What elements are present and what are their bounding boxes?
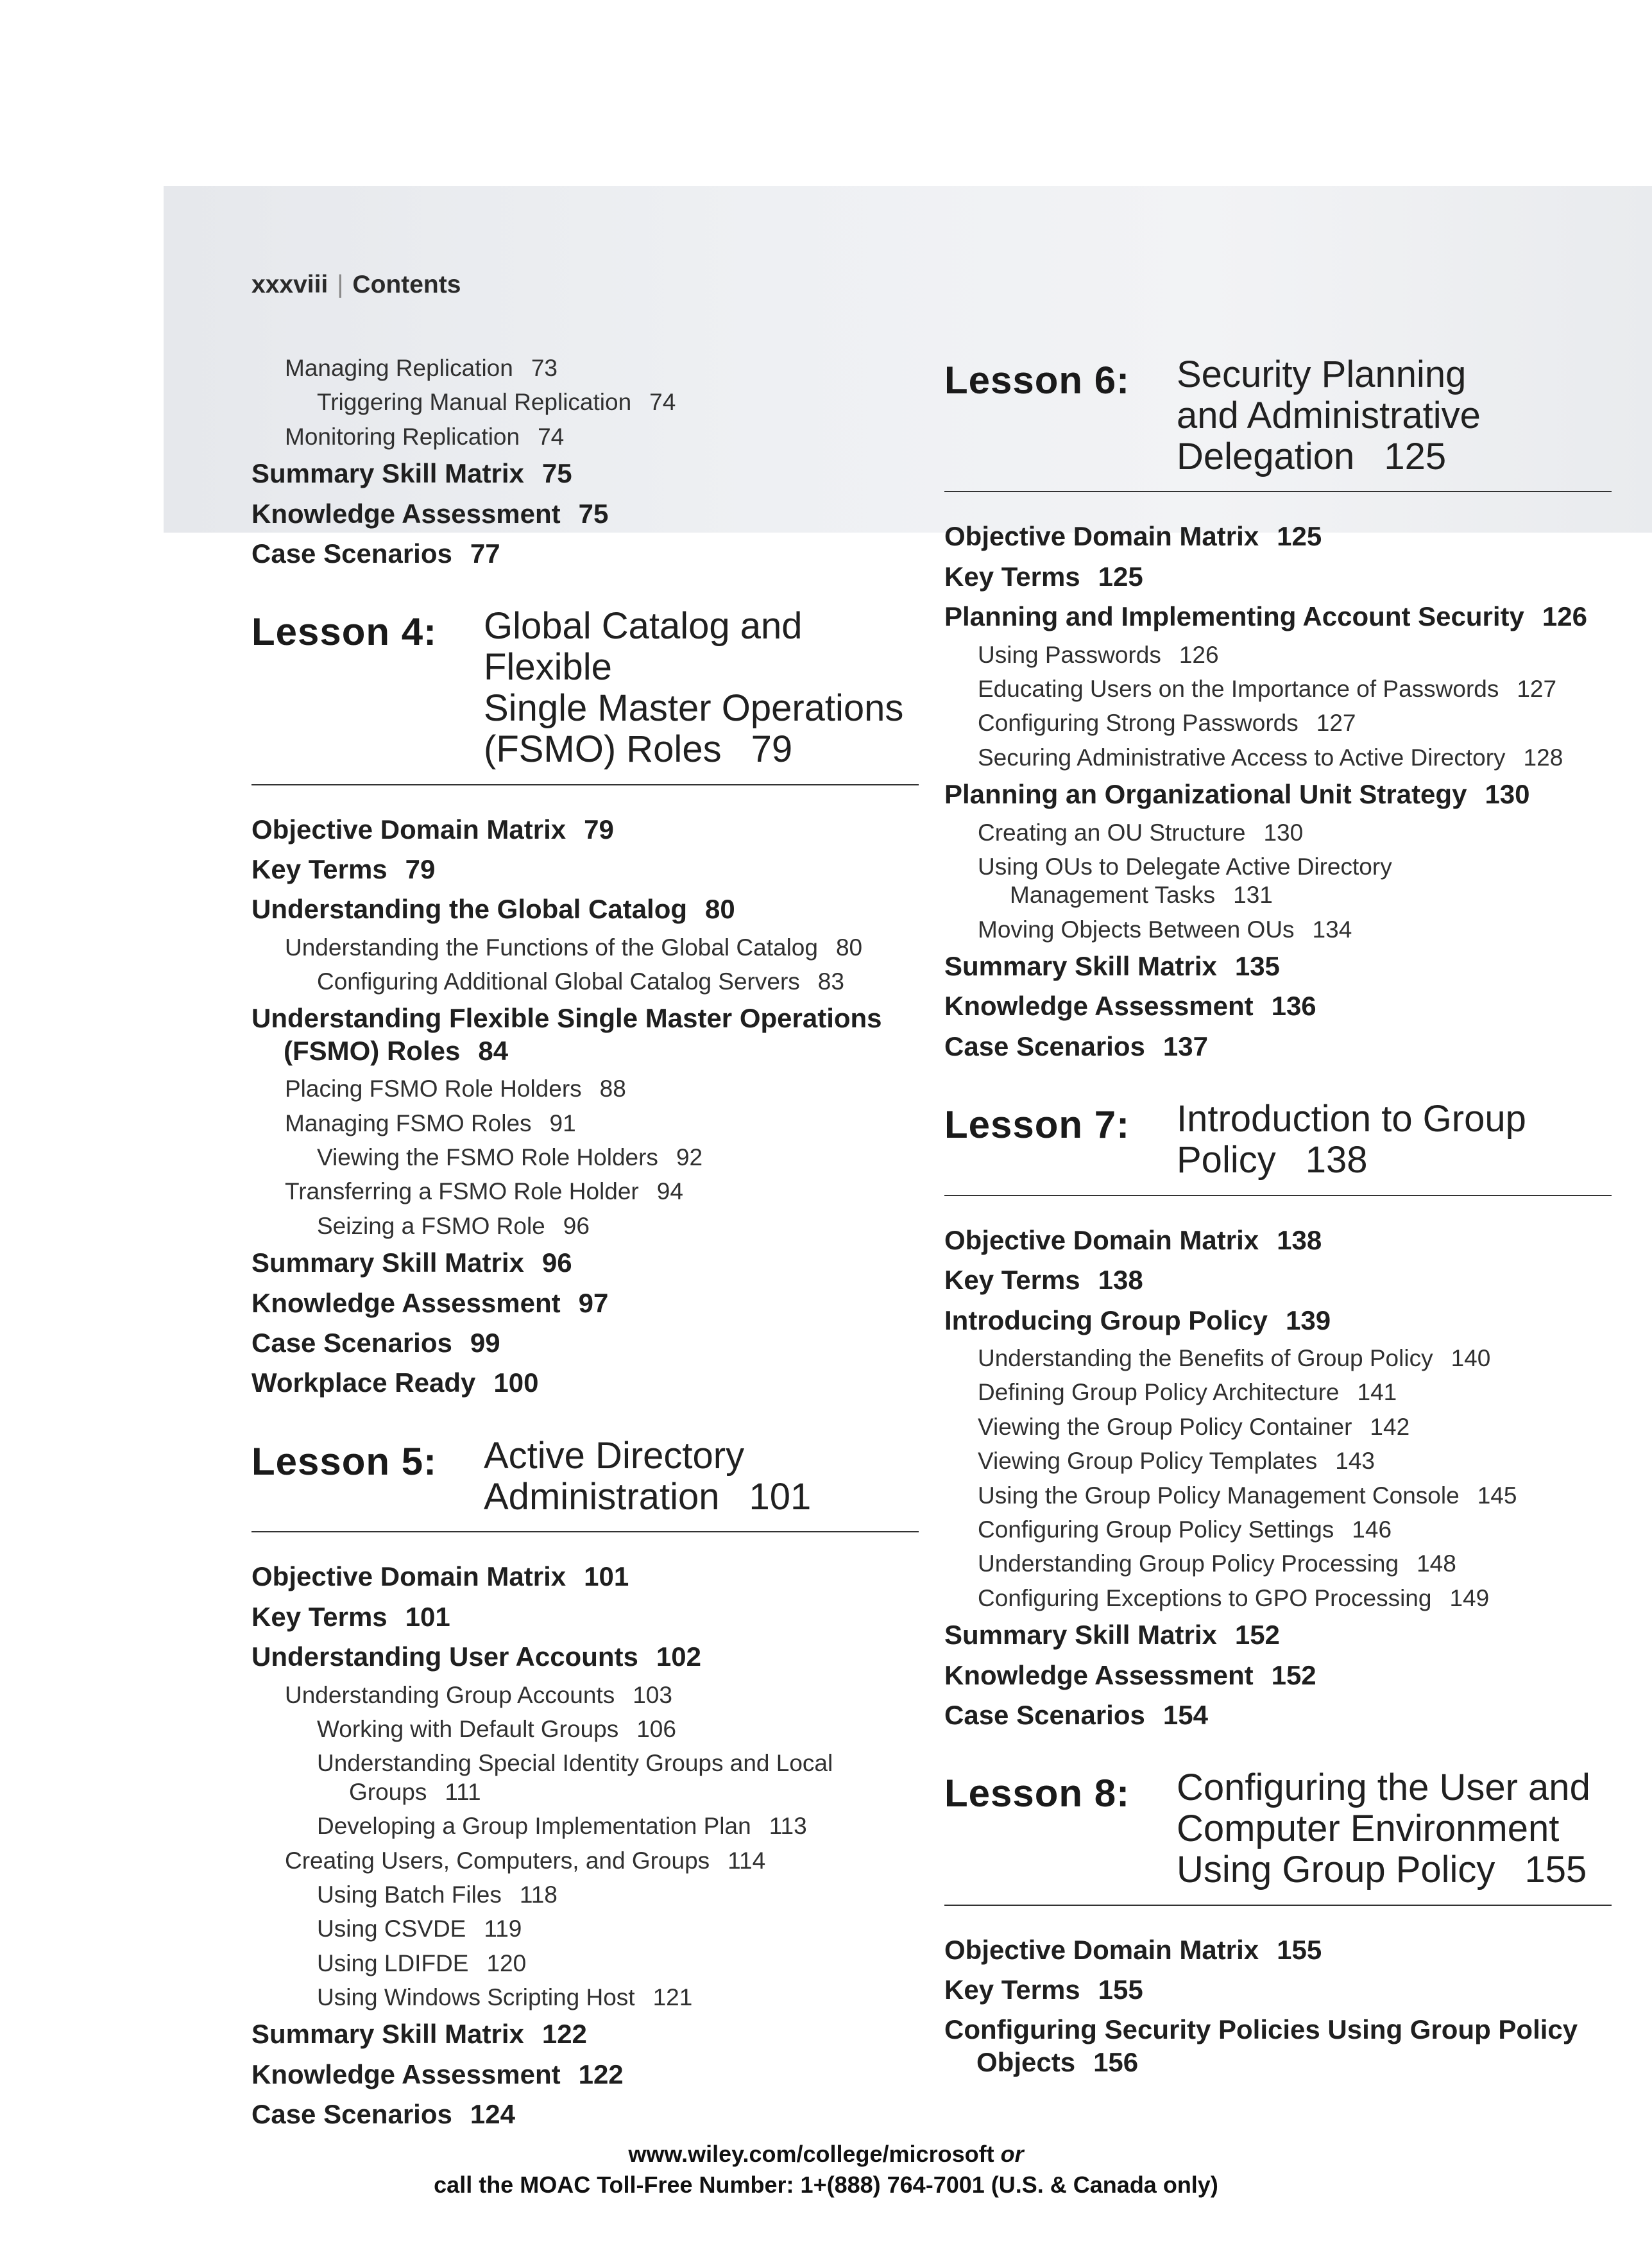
toc-entry-title: Viewing Group Policy Templates bbox=[978, 1448, 1318, 1475]
toc-entry[interactable] bbox=[285, 354, 919, 382]
toc-entry-page: 99 bbox=[470, 1328, 500, 1358]
toc-entry-page: 148 bbox=[1417, 1550, 1456, 1577]
toc-entry-page: 75 bbox=[541, 458, 572, 489]
lesson-title-line: and Administrative bbox=[1177, 394, 1481, 436]
toc-entry-title-cont-text: Groups bbox=[349, 1778, 427, 1805]
toc-entry[interactable] bbox=[978, 744, 1612, 772]
lesson-entries bbox=[251, 1561, 919, 2130]
toc-entry-title: Viewing the Group Policy Container bbox=[978, 1413, 1352, 1440]
toc-entry-title-continued bbox=[978, 881, 1612, 909]
toc-entry-title: Knowledge Assessment bbox=[251, 1287, 561, 1318]
lesson-title-last-line bbox=[484, 729, 919, 770]
toc-entry[interactable] bbox=[978, 675, 1612, 703]
toc-entry-page: 102 bbox=[656, 1641, 701, 1672]
toc-entry-title: Objective Domain Matrix bbox=[944, 521, 1259, 552]
toc-entry-page: 140 bbox=[1451, 1345, 1491, 1372]
toc-entry-page: 74 bbox=[538, 423, 565, 450]
toc-entry-title: Key Terms bbox=[944, 561, 1080, 592]
toc-entry-title: Monitoring Replication bbox=[285, 423, 520, 450]
toc-entry-title-cont-text: Objects bbox=[976, 2046, 1076, 2077]
toc-entry-title: Case Scenarios bbox=[251, 1328, 452, 1358]
toc-entry[interactable] bbox=[944, 561, 1612, 593]
toc-entry-title: Configuring Additional Global Catalog Servers bbox=[317, 968, 800, 995]
toc-entry-title: Understanding the Global Catalog bbox=[251, 894, 688, 925]
toc-entry-title: Summary Skill Matrix bbox=[251, 1247, 524, 1278]
lesson-entries bbox=[944, 1224, 1612, 1731]
lesson-heading bbox=[944, 1767, 1612, 1905]
toc-entry[interactable] bbox=[978, 819, 1612, 847]
toc-entry[interactable] bbox=[285, 1178, 919, 1206]
toc-entry-title: Knowledge Assessment bbox=[251, 2059, 561, 2089]
lesson-title-line: Configuring the User and bbox=[1177, 1767, 1590, 1809]
toc-entry-title: Educating Users on the Importance of Passwords bbox=[978, 675, 1499, 702]
toc-entry-title: Objective Domain Matrix bbox=[944, 1224, 1259, 1255]
toc-entry-title: Understanding Flexible Single Master Operations bbox=[251, 1003, 882, 1034]
toc-entry-title: Summary Skill Matrix bbox=[251, 458, 524, 489]
toc-entry-page: 77 bbox=[470, 538, 500, 569]
toc-entry[interactable] bbox=[978, 1378, 1612, 1407]
toc-entry-page: 96 bbox=[563, 1212, 590, 1239]
footer-url[interactable]: www.wiley.com/college/microsoft bbox=[628, 2141, 994, 2167]
toc-entry[interactable] bbox=[978, 1413, 1612, 1441]
toc-entry[interactable] bbox=[944, 520, 1612, 553]
lesson-heading bbox=[251, 1435, 919, 1533]
lesson-8 bbox=[944, 1767, 1612, 2078]
toc-entry-title: Case Scenarios bbox=[944, 1031, 1145, 1061]
toc-entry-title: Understanding Special Identity Groups and Local bbox=[317, 1750, 833, 1777]
lesson-title-last-line bbox=[1177, 1140, 1526, 1181]
toc-entry-page: 100 bbox=[493, 1367, 539, 1398]
toc-entry-page: 152 bbox=[1234, 1620, 1280, 1650]
toc-entry-title: Using Passwords bbox=[978, 641, 1161, 668]
toc-entry-page: 92 bbox=[676, 1144, 703, 1171]
lesson-label: Lesson 6: bbox=[944, 359, 1130, 402]
toc-entry-page: 145 bbox=[1477, 1482, 1517, 1509]
toc-entry-title: Knowledge Assessment bbox=[251, 498, 561, 529]
toc-entry-page: 136 bbox=[1271, 991, 1316, 1022]
lesson-heading bbox=[944, 1099, 1612, 1196]
toc-entry-title: Summary Skill Matrix bbox=[944, 1620, 1217, 1650]
lesson-heading bbox=[251, 606, 919, 785]
toc-entry-title: Understanding the Benefits of Group Policy bbox=[978, 1345, 1433, 1372]
toc-entry-page: 119 bbox=[484, 1915, 522, 1942]
toc-entry-title: Introducing Group Policy bbox=[944, 1305, 1268, 1335]
lesson-label: Lesson 7: bbox=[944, 1103, 1130, 1147]
toc-entry[interactable] bbox=[978, 1482, 1612, 1510]
toc-entry-page: 137 bbox=[1162, 1031, 1208, 1061]
lesson-title-text: (FSMO) Roles bbox=[484, 728, 722, 770]
toc-entry[interactable] bbox=[944, 601, 1612, 633]
toc-entry[interactable] bbox=[317, 1212, 919, 1240]
toc-entry-title: Understanding Group Accounts bbox=[285, 1681, 615, 1708]
toc-entry-page: 155 bbox=[1098, 1975, 1143, 2005]
toc-entry-page: 149 bbox=[1449, 1584, 1490, 1611]
toc-entry-page: 73 bbox=[531, 355, 558, 381]
toc-entry-page: 135 bbox=[1234, 951, 1280, 982]
toc-entry-title-cont-text: (FSMO) Roles bbox=[284, 1035, 461, 1066]
toc-entry-page: 121 bbox=[652, 1984, 693, 2011]
toc-entry-title: Key Terms bbox=[251, 1601, 387, 1632]
toc-entry[interactable] bbox=[251, 814, 919, 846]
toc-entry-page: 126 bbox=[1179, 641, 1219, 668]
toc-entry-page: 131 bbox=[1233, 882, 1273, 909]
toc-entry[interactable] bbox=[944, 990, 1612, 1022]
toc-entry[interactable] bbox=[251, 458, 919, 490]
lesson-page: 101 bbox=[749, 1475, 812, 1518]
toc-entry[interactable] bbox=[978, 853, 1612, 910]
toc-entry-title: Configuring Strong Passwords bbox=[978, 710, 1299, 737]
header-title: Contents bbox=[352, 271, 461, 298]
toc-entry-page: 126 bbox=[1542, 601, 1587, 632]
toc-entry-page: 88 bbox=[599, 1075, 626, 1102]
toc-entry-title: Summary Skill Matrix bbox=[251, 2019, 524, 2050]
lesson-title-last-line bbox=[484, 1477, 811, 1518]
toc-entry[interactable] bbox=[944, 1305, 1612, 1337]
lesson-title-line: Security Planning bbox=[1177, 354, 1467, 395]
toc-entry-title: Case Scenarios bbox=[944, 1699, 1145, 1730]
toc-entry-title: Using OUs to Delegate Active Directory bbox=[978, 853, 1392, 880]
toc-entry-page: 83 bbox=[817, 968, 844, 995]
toc-entry[interactable] bbox=[978, 641, 1612, 669]
toc-entry-page: 106 bbox=[636, 1715, 676, 1742]
toc-entry-title: Knowledge Assessment bbox=[944, 991, 1254, 1022]
toc-entry-title: Configuring Exceptions to GPO Processing bbox=[978, 1584, 1432, 1611]
toc-entry[interactable] bbox=[251, 498, 919, 530]
footer-phone-line: call the MOAC Toll-Free Number: 1+(888) 764-7001 (U.S. & Canada only) bbox=[434, 2172, 1218, 2198]
lesson-title-text: Administration bbox=[484, 1475, 720, 1518]
toc-entry-page: 125 bbox=[1098, 561, 1143, 592]
toc-entry-page: 134 bbox=[1312, 916, 1352, 943]
toc-entry[interactable] bbox=[944, 1224, 1612, 1256]
lesson-title-line: Computer Environment bbox=[1177, 1808, 1560, 1850]
lesson-title-text: Using Group Policy bbox=[1177, 1848, 1495, 1890]
toc-entry-page: 114 bbox=[728, 1847, 766, 1874]
toc-entry-page: 80 bbox=[835, 934, 863, 961]
toc-entry[interactable] bbox=[978, 1550, 1612, 1578]
toc-entry[interactable] bbox=[978, 916, 1612, 944]
toc-entry[interactable] bbox=[317, 1984, 919, 2012]
lesson-title-line: Global Catalog and Flexible bbox=[484, 605, 803, 689]
toc-entry-title: Understanding the Functions of the Global Catalog bbox=[285, 934, 818, 961]
footer-url-line bbox=[0, 2141, 1652, 2168]
toc-entry-page: 120 bbox=[486, 1949, 527, 1976]
toc-entry[interactable] bbox=[285, 934, 919, 962]
toc-entry[interactable] bbox=[317, 1749, 919, 1806]
toc-entry[interactable] bbox=[251, 853, 919, 886]
toc-entry-page: 155 bbox=[1277, 1934, 1322, 1965]
toc-entry[interactable] bbox=[317, 1915, 919, 1943]
toc-entry-title: Planning and Implementing Account Security bbox=[944, 601, 1524, 632]
toc-entry[interactable] bbox=[285, 1681, 919, 1709]
toc-entry-title: Managing FSMO Roles bbox=[285, 1110, 532, 1136]
toc-entry[interactable] bbox=[317, 1812, 919, 1840]
toc-entry-title: Case Scenarios bbox=[251, 2099, 452, 2130]
left-top-entries bbox=[251, 354, 919, 570]
lesson-title[interactable] bbox=[484, 606, 919, 769]
toc-entry-title: Workplace Ready bbox=[251, 1367, 476, 1398]
toc-entry[interactable] bbox=[978, 709, 1612, 737]
toc-entry-title: Objective Domain Matrix bbox=[251, 1561, 566, 1592]
toc-entry-page: 75 bbox=[578, 498, 609, 529]
lesson-label: Lesson 5: bbox=[251, 1439, 438, 1483]
toc-entry-page: 118 bbox=[519, 1881, 558, 1908]
toc-entry[interactable] bbox=[317, 1949, 919, 1978]
toc-entry-page: 79 bbox=[584, 814, 614, 844]
lesson-title[interactable] bbox=[1177, 1099, 1526, 1181]
toc-entry-title: Understanding Group Policy Processing bbox=[978, 1550, 1399, 1577]
toc-entry-title: Configuring Group Policy Settings bbox=[978, 1516, 1334, 1543]
toc-entry-page: 127 bbox=[1517, 675, 1557, 702]
toc-entry[interactable] bbox=[944, 1619, 1612, 1651]
toc-entry-title: Objective Domain Matrix bbox=[251, 814, 566, 844]
toc-entry-page: 97 bbox=[578, 1287, 609, 1318]
toc-entry-title: Managing Replication bbox=[285, 355, 513, 381]
toc-entry[interactable] bbox=[251, 1641, 919, 1673]
lesson-6 bbox=[944, 354, 1612, 1063]
toc-entry-title: Creating Users, Computers, and Groups bbox=[285, 1847, 710, 1874]
toc-entry[interactable] bbox=[285, 423, 919, 451]
lesson-heading bbox=[944, 354, 1612, 492]
toc-entry-page: 80 bbox=[705, 894, 735, 925]
toc-entry[interactable] bbox=[251, 1247, 919, 1279]
toc-entry[interactable] bbox=[251, 2018, 919, 2050]
toc-entry[interactable] bbox=[251, 2098, 919, 2130]
toc-entry[interactable] bbox=[317, 388, 919, 416]
toc-entry[interactable] bbox=[317, 1144, 919, 1172]
toc-entry-page: 128 bbox=[1523, 744, 1563, 771]
toc-entry[interactable] bbox=[285, 1847, 919, 1875]
toc-entry-title: Summary Skill Matrix bbox=[944, 951, 1217, 982]
toc-entry-page: 101 bbox=[584, 1561, 629, 1592]
lesson-page: 155 bbox=[1524, 1848, 1587, 1890]
toc-entry-page: 139 bbox=[1286, 1305, 1331, 1335]
toc-entry-page: 143 bbox=[1335, 1448, 1375, 1475]
lesson-title-line: Single Master Operations bbox=[484, 687, 904, 729]
toc-entry-title: Key Terms bbox=[251, 853, 387, 884]
lesson-entries bbox=[251, 814, 919, 1400]
lesson-title[interactable] bbox=[1177, 354, 1481, 477]
lesson-title-line: Active Directory bbox=[484, 1434, 745, 1477]
toc-entry-page: 138 bbox=[1277, 1224, 1322, 1255]
lesson-5 bbox=[251, 1435, 919, 2131]
lesson-entries bbox=[944, 1934, 1612, 2079]
toc-entry[interactable] bbox=[251, 2059, 919, 2091]
toc-entry-title-continued bbox=[251, 1035, 919, 1067]
toc-entry[interactable] bbox=[944, 2014, 1612, 2078]
toc-entry-page: 96 bbox=[541, 1247, 572, 1278]
lesson-label: Lesson 8: bbox=[944, 1772, 1130, 1815]
lesson-title-last-line bbox=[1177, 436, 1481, 477]
toc-entry[interactable] bbox=[944, 1699, 1612, 1731]
toc-entry-title-continued bbox=[944, 2046, 1612, 2078]
toc-entry[interactable] bbox=[944, 1974, 1612, 2006]
lesson-entries bbox=[944, 520, 1612, 1063]
toc-entry-page: 103 bbox=[633, 1681, 672, 1708]
toc-entry-page: 84 bbox=[478, 1035, 509, 1066]
toc-entry-title: Using Windows Scripting Host bbox=[317, 1984, 635, 2011]
toc-entry-page: 142 bbox=[1370, 1413, 1410, 1440]
toc-entry[interactable] bbox=[285, 1110, 919, 1138]
toc-entry-title: Working with Default Groups bbox=[317, 1715, 619, 1742]
toc-entry[interactable] bbox=[944, 1031, 1612, 1063]
toc-entry-page: 124 bbox=[470, 2099, 515, 2130]
toc-entry-page: 94 bbox=[656, 1178, 683, 1205]
header-separator: | bbox=[337, 271, 344, 298]
toc-entry-title: Objective Domain Matrix bbox=[944, 1934, 1259, 1965]
toc-entry-title: Transferring a FSMO Role Holder bbox=[285, 1178, 639, 1205]
toc-entry[interactable] bbox=[251, 1561, 919, 1593]
page-header bbox=[251, 271, 461, 299]
lesson-title[interactable] bbox=[484, 1435, 811, 1518]
toc-entry[interactable] bbox=[251, 1367, 919, 1399]
toc-entry-page: 141 bbox=[1357, 1379, 1397, 1406]
toc-entry-title: Developing a Group Implementation Plan bbox=[317, 1813, 751, 1840]
toc-entry-title: Creating an OU Structure bbox=[978, 819, 1246, 846]
toc-entry-title: Using CSVDE bbox=[317, 1915, 466, 1942]
lesson-title-last-line bbox=[1177, 1849, 1590, 1890]
toc-entry[interactable] bbox=[251, 893, 919, 925]
toc-entry[interactable] bbox=[251, 1601, 919, 1633]
toc-entry-title: Knowledge Assessment bbox=[944, 1659, 1254, 1690]
toc-entry-title: Key Terms bbox=[944, 1265, 1080, 1296]
lesson-page: 138 bbox=[1305, 1139, 1368, 1181]
toc-entry-title: Key Terms bbox=[944, 1975, 1080, 2005]
toc-entry-title: Understanding User Accounts bbox=[251, 1641, 638, 1672]
toc-entry[interactable] bbox=[944, 778, 1612, 810]
toc-entry-page: 113 bbox=[769, 1813, 807, 1840]
toc-entry-page: 79 bbox=[405, 853, 436, 884]
toc-entry-page: 152 bbox=[1271, 1659, 1316, 1690]
toc-entry-title: Case Scenarios bbox=[251, 538, 452, 569]
toc-entry-page: 130 bbox=[1263, 819, 1304, 846]
lesson-title-text: Policy bbox=[1177, 1139, 1276, 1181]
footer-or: or bbox=[1000, 2141, 1024, 2167]
toc-entry-page: 154 bbox=[1162, 1699, 1208, 1730]
toc-entry[interactable] bbox=[317, 1881, 919, 1909]
toc-entry-page: 91 bbox=[549, 1110, 576, 1136]
toc-entry-page: 111 bbox=[445, 1778, 481, 1805]
lesson-label: Lesson 4: bbox=[251, 610, 438, 654]
toc-entry[interactable] bbox=[978, 1516, 1612, 1544]
toc-entry[interactable] bbox=[317, 968, 919, 996]
toc-entry-page: 146 bbox=[1352, 1516, 1392, 1543]
toc-entry-title: Securing Administrative Access to Active Directory bbox=[978, 744, 1506, 771]
toc-entry[interactable] bbox=[251, 538, 919, 570]
toc-entry-page: 156 bbox=[1093, 2046, 1139, 2077]
right-column bbox=[944, 354, 1612, 2086]
toc-entry-page: 125 bbox=[1277, 521, 1322, 552]
toc-entry[interactable] bbox=[251, 1327, 919, 1359]
toc-entry[interactable] bbox=[944, 1659, 1612, 1692]
toc-entry-page: 101 bbox=[405, 1601, 450, 1632]
toc-entry[interactable] bbox=[944, 1934, 1612, 1966]
toc-entry-page: 122 bbox=[578, 2059, 624, 2089]
toc-entry-title: Placing FSMO Role Holders bbox=[285, 1075, 582, 1102]
toc-entry-title: Defining Group Policy Architecture bbox=[978, 1379, 1340, 1406]
toc-entry-title: Using the Group Policy Management Console bbox=[978, 1482, 1460, 1509]
lesson-page: 79 bbox=[751, 728, 793, 770]
toc-entry-title: Viewing the FSMO Role Holders bbox=[317, 1144, 658, 1171]
toc-entry[interactable] bbox=[978, 1447, 1612, 1475]
toc-entry-page: 130 bbox=[1485, 779, 1530, 810]
toc-entry-page: 74 bbox=[649, 389, 676, 416]
toc-entry[interactable] bbox=[251, 1002, 919, 1067]
left-column bbox=[251, 354, 919, 2139]
toc-entry[interactable] bbox=[978, 1344, 1612, 1373]
toc-entry-title-cont-text: Management Tasks bbox=[1010, 882, 1216, 909]
page-number: xxxviii bbox=[251, 271, 328, 298]
toc-entry-title: Moving Objects Between OUs bbox=[978, 916, 1295, 943]
toc-entry[interactable] bbox=[944, 950, 1612, 982]
lesson-4 bbox=[251, 606, 919, 1399]
toc-entry-title: Using Batch Files bbox=[317, 1881, 502, 1908]
toc-entry[interactable] bbox=[317, 1715, 919, 1744]
toc-entry-title: Configuring Security Policies Using Group Policy bbox=[944, 2014, 1578, 2045]
toc-entry-page: 138 bbox=[1098, 1265, 1143, 1296]
toc-entry-page: 127 bbox=[1316, 710, 1356, 737]
toc-entry-title: Triggering Manual Replication bbox=[317, 389, 632, 416]
lesson-title[interactable] bbox=[1177, 1767, 1590, 1890]
toc-entry[interactable] bbox=[251, 1287, 919, 1319]
toc-entry-title-continued bbox=[317, 1778, 919, 1806]
toc-entry-title: Using LDIFDE bbox=[317, 1949, 469, 1976]
toc-entry-title: Planning an Organizational Unit Strategy bbox=[944, 779, 1467, 810]
lesson-title-text: Delegation bbox=[1177, 435, 1355, 477]
lesson-page: 125 bbox=[1384, 435, 1447, 477]
toc-entry-title: Seizing a FSMO Role bbox=[317, 1212, 545, 1239]
lesson-7 bbox=[944, 1099, 1612, 1731]
toc-entry[interactable] bbox=[285, 1075, 919, 1103]
toc-entry-page: 122 bbox=[541, 2019, 587, 2050]
lesson-title-line: Introduction to Group bbox=[1177, 1098, 1526, 1140]
toc-entry[interactable] bbox=[978, 1584, 1612, 1613]
toc-entry[interactable] bbox=[944, 1264, 1612, 1296]
